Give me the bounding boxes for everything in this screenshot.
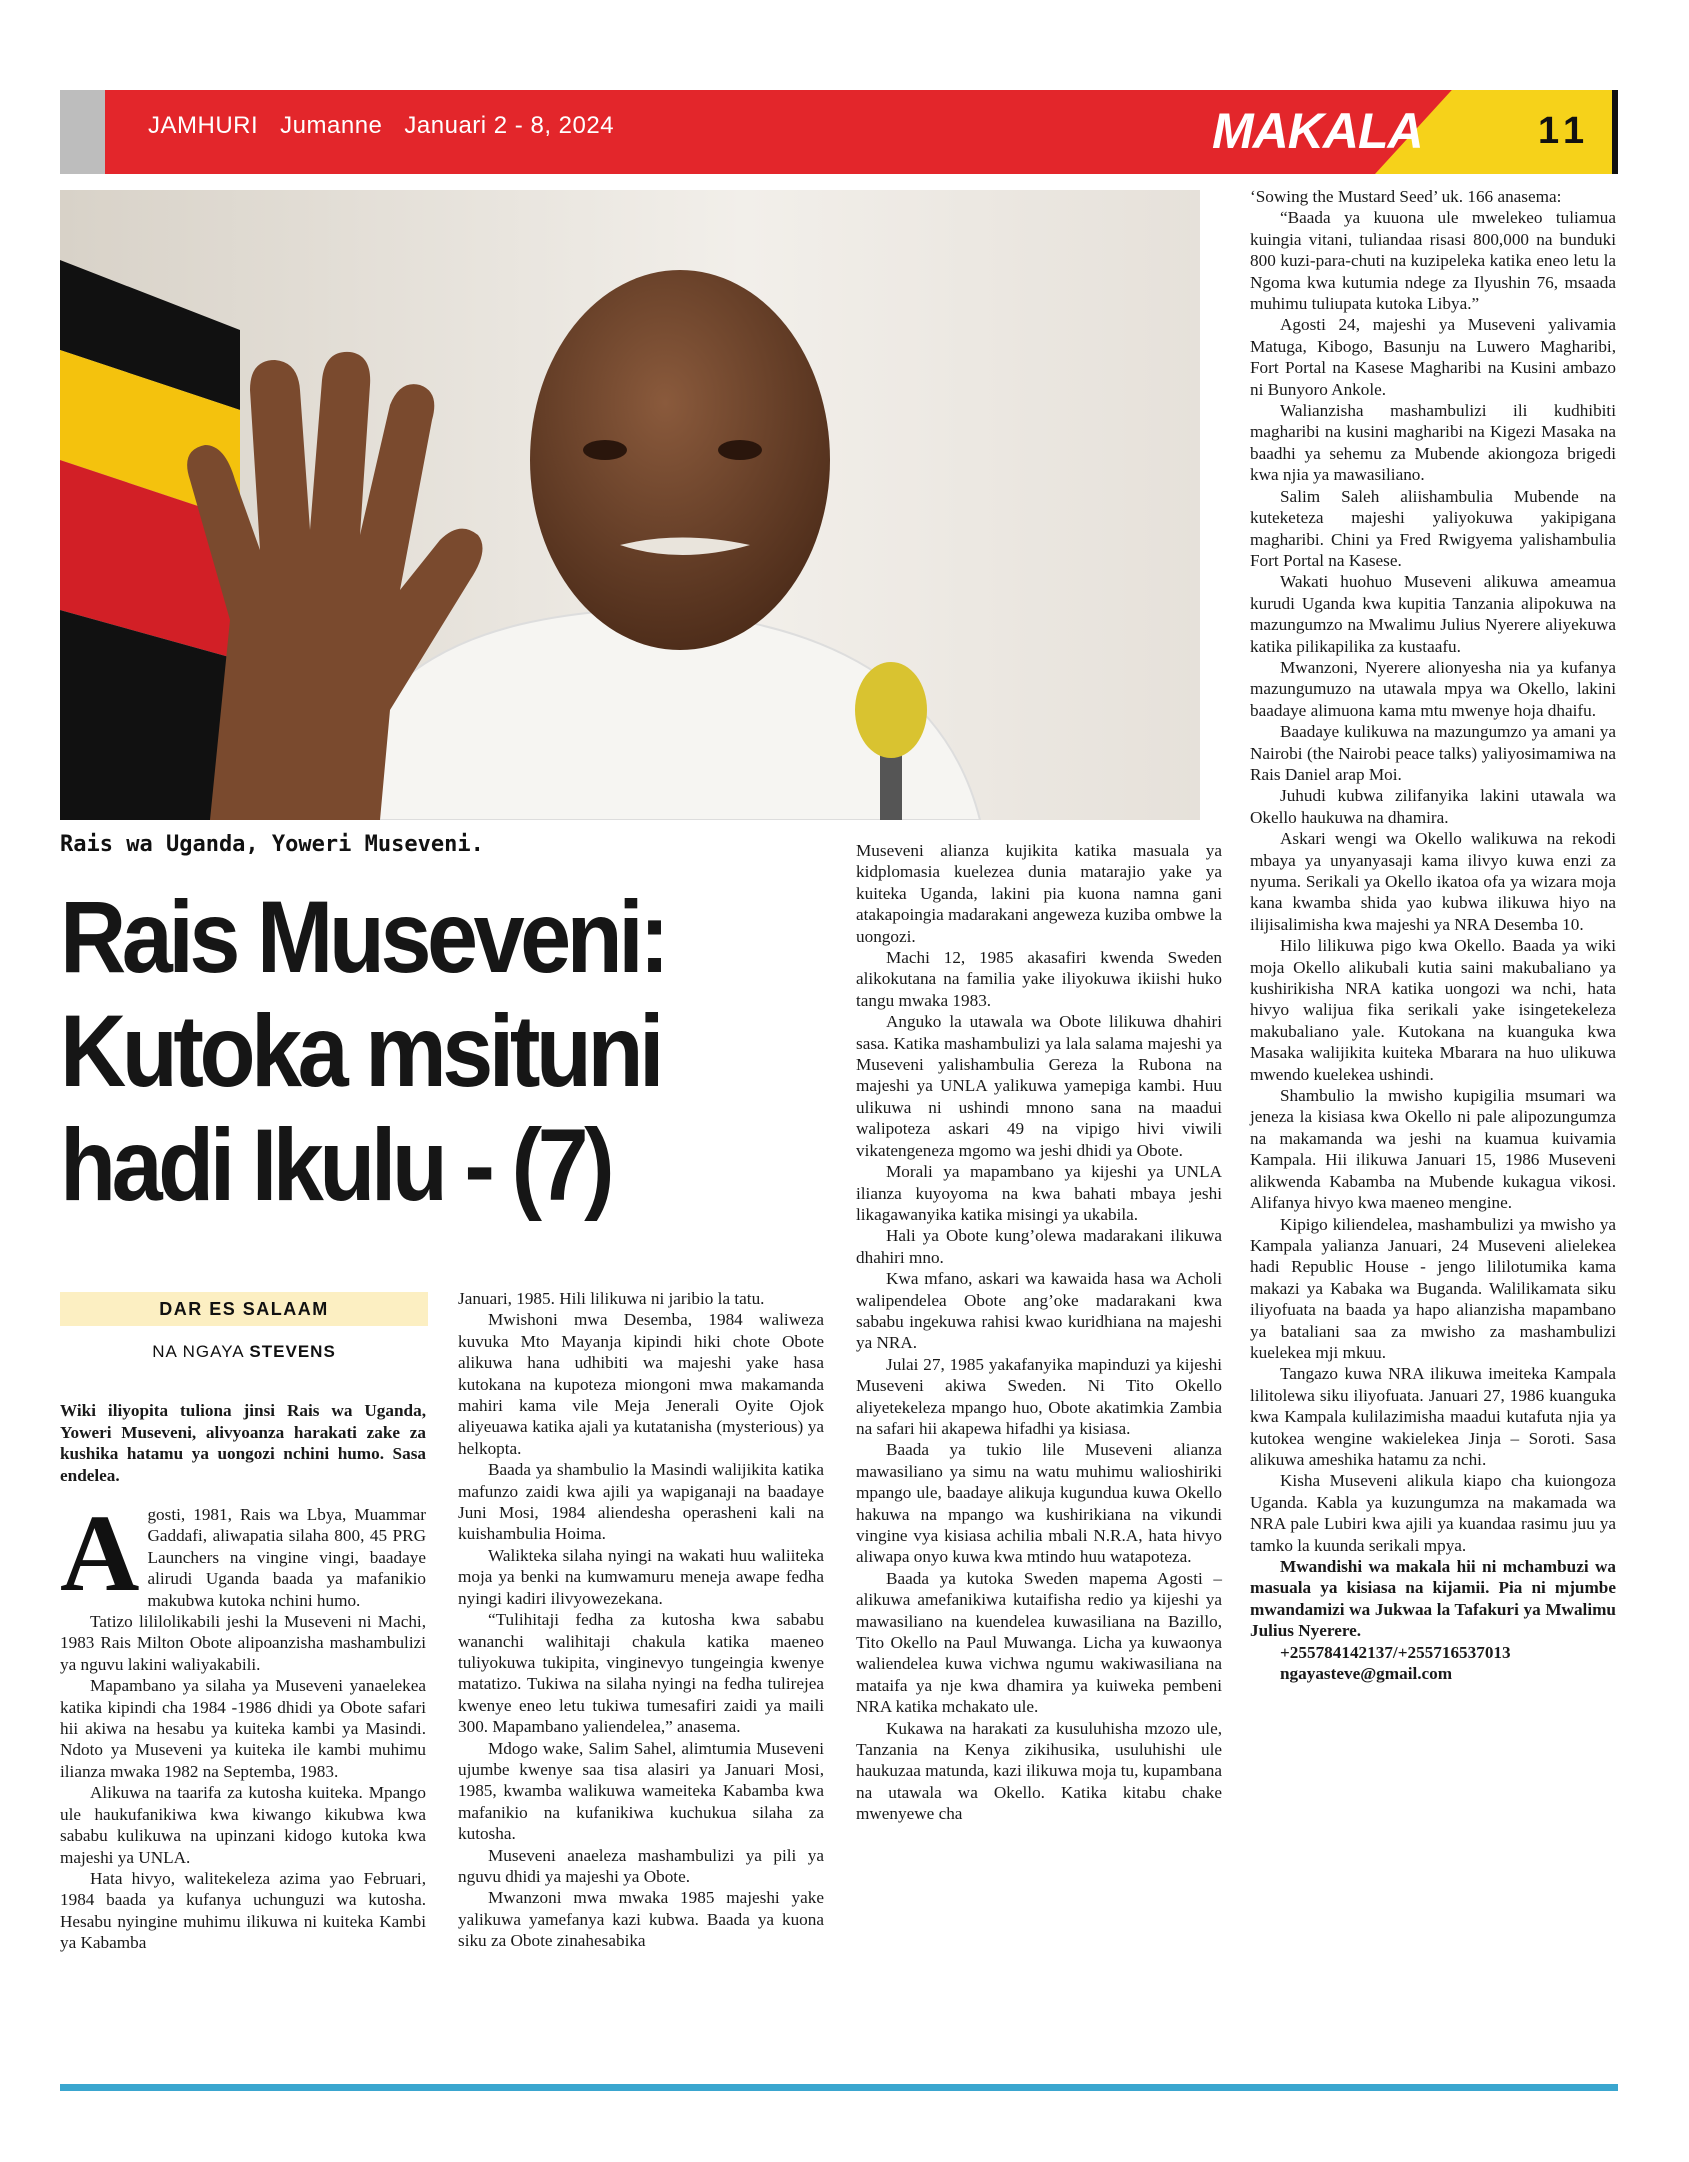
headline-line-1: Rais Museveni: <box>60 880 666 994</box>
footer-rule <box>60 2084 1618 2091</box>
paragraph: Baada ya shambulio la Masindi walijikita katika mafunzo zaidi kwa ajili ya wapiganaji na baadaye Juni Mosi, 1984 aliendesha operasheni kali na kuishambulia Hoima. <box>458 1460 824 1544</box>
paragraph: Wakati huohuo Museveni alikuwa ameamua kurudi Uganda kwa kupitia Tanzania alipokuwa na mazungumzo na Mwalimu Julius Nyerere aliyekuwa katika pilikapilika za kustaafu. <box>1250 572 1616 656</box>
paragraph: Tangazo kuwa NRA ilikuwa imeiteka Kampala lilitolewa siku iliyofuata. Januari 27, 1986 kuanguka kwa Kampala kulilazimisha maadui kutafuta njia ya kutokea wengine wakielekea Jinja – Soroti. Sasa alikuwa ameshika hatamu za nchi. <box>1250 1364 1616 1469</box>
paragraph: Askari wengi wa Okello walikuwa na rekodi mbaya ya unyanyasaji kama ilivyo kuwa enzi za nyuma. Serikali ya Okello ikatoa ofa ya wizara moja kana kwamba shida yao kubwa ilikuwa hiyo na ilijisalimisha kwa majeshi ya NRA Desemba 10. <box>1250 829 1616 934</box>
paragraph: Mdogo wake, Salim Sahel, alimtumia Museveni ujumbe kwenye saa tisa alasiri ya Januari Mosi, 1985, kwamba walikuwa wameiteka Kabamba kwa mafanikio na kufanikiwa kuchukua silaha za kutosha. <box>458 1738 824 1844</box>
paragraph: Kwa mfano, askari wa kawaida hasa wa Acholi walipendelea Obote ang’oke madarakani kwa sababu ingekuwa rahisi kwao kuridhiana na majeshi ya NRA. <box>856 1269 1222 1353</box>
museveni-photo <box>60 190 1200 820</box>
section-label: MAKALA <box>1212 103 1423 159</box>
paragraph: Kipigo kiliendelea, mashambulizi ya mwisho ya Kampala yalianza Januari, 24 Museveni alielekea hadi Republic House - jengo lililotumika kama makazi ya Kabaka wa Buganda. Walilikamata siku iliyofuata na baada ya hapo alianzisha mapambano ya bataliani saa za mwisho za mashambulizi kuelekea mji mkuu. <box>1250 1214 1616 1362</box>
paragraph: Shambulio la mwisho kupigilia msumari wa jeneza la kisiasa kwa Okello ni pale alipozungumza na makamanda wa jeshi na kuamua kuivamia Kampala. Hii ilikuwa Januari 15, 1986 Museveni alikwenda Kabamba na Mubende kukagua vikosi. Alifanya hivyo kwa maeneo mengine. <box>1250 1086 1616 1213</box>
paragraph: Hata hivyo, walitekeleza azima yao Februari, 1984 baada ya kufanya uchunguzi wa kutosha. Hesabu nyingine muhimu ilikuwa ni kuiteka Kambi ya Kabamba <box>60 1868 426 1953</box>
author-note: Mwandishi wa makala hii ni mchambuzi wa masuala ya kisiasa na kijamii. Pia ni mjumbe mwandamizi wa Jukwaa la Tafakuri ya Mwalimu Julius Nyerere. <box>1250 1557 1616 1641</box>
paragraph: Juhudi kubwa zilifanyika lakini utawala wa Okello haukuwa na dhamira. <box>1250 786 1616 827</box>
column-2 <box>458 1288 824 1952</box>
paragraph: Machi 12, 1985 akasafiri kwenda Sweden alikokutana na familia yake iliyokuwa ikiishi huko tangu mwaka 1983. <box>856 948 1222 1010</box>
author-email: ngayasteve@gmail.com <box>1280 1664 1453 1684</box>
paragraph: Morali ya mapambano ya kijeshi ya UNLA ilianza kuyoyoma na kwa bahati mbaya jeshi likagawanyika katika misingi ya ukabila. <box>856 1162 1222 1224</box>
drop-cap: A <box>60 1492 140 1614</box>
issue-date: Januari 2 - 8, 2024 <box>404 112 615 139</box>
headline-line-3: hadi Ikulu - (7) <box>60 1108 611 1222</box>
paragraph: “Baada ya kuuona ule mwelekeo tuliamua kuingia vitani, tuliandaa risasi 800,000 na bunduki 800 kuzi-para-chuti na kuzipeleka katika eneo letu la Ngoma kwa kutumia ndege za Ilyushin 76, msaada muhimu tuliupata kutoka Libya.” <box>1250 208 1616 314</box>
paragraph: Tatizo lililolikabili jeshi la Museveni ni Machi, 1983 Rais Milton Obote alipoanzisha mashambulizi ya nguvu lakini waliyakabili. <box>60 1612 426 1674</box>
byline-name: STEVENS <box>249 1342 336 1361</box>
paragraph: Hali ya Obote kung’olewa madarakani ilikuwa dhahiri mno. <box>856 1226 1222 1267</box>
paragraph: Januari, 1985. Hili lilikuwa ni jaribio la tatu. <box>458 1289 765 1308</box>
author-phone: +255784142137/+255716537013 <box>1280 1642 1511 1662</box>
paragraph: Museveni alianza kujikita katika masuala ya kidplomasia kuelezea dunia matarajio yake ya kuiteka Uganda, lakini pia kuona namna gani atakapoingia madarakani angeweza kuziba ombwe la uongozi. <box>856 841 1223 946</box>
paragraph: Museveni anaeleza mashambulizi ya pili ya nguvu dhidi ya majeshi ya Obote. <box>458 1845 824 1886</box>
page-number: 11 <box>1538 110 1591 152</box>
paragraph: Mwishoni mwa Desemba, 1984 waliweza kuvuka Mto Mayanja kipindi hiki chote Obote alikuwa hana udhibiti wa majeshi yake hasa kutokana na kupoteza miongoni mwa makamanda mahiri kama vile Meja Jenerali Oyite Ojok aliyeuawa katika ajali ya kutatanisha (mysterious) ya helkopta. <box>458 1310 824 1458</box>
paragraph: Mwanzoni, Nyerere alionyesha nia ya kufanya mazungumuzo na utawala mpya wa Okello, lakini baadaye alimuona kama mtu mwenye hoja dhaifu. <box>1250 657 1616 720</box>
paragraph: Baada ya tukio lile Museveni alianza mawasiliano ya simu na watu muhimu walioshiriki mpango ule, baadaye alikuja kugundua kuwa Okello hakuwa na mpango wa kushirikiana na vikundi vingine vya kisiasa achilia mbali N.R.A, hata hivyo aliwapa onyo kuwa kwa mtindo huu watapoteza. <box>856 1440 1222 1567</box>
paragraph: Julai 27, 1985 yakafanyika mapinduzi ya kijeshi Museveni akiwa Sweden. Ni Tito Okello aliyetekeleza mpango huo, Obote akatimkia Zambia na safari hii akapewa hifadhi ya kisiasa. <box>856 1354 1222 1438</box>
issue-day: Jumanne <box>280 112 383 139</box>
paragraph: “Tulihitaji fedha za kutosha kwa sababu wananchi walihitaji chakula katika maeneo tuliyokuwa tukipita, vinginevyo tungeingia kwenye matatizo. Tukiwa na silaha nyingi na fedha tulirejea kwenye eneo letu tukiwa tumesafiri zaidi ya maili 300. Mapambano yaliendelea,” anasema. <box>458 1610 824 1737</box>
paragraph: Baada ya kutoka Sweden mapema Agosti – alikuwa amefanikiwa kutaifisha redio ya kijeshi ya mawasiliano na kuendelea kuwasiliana na Bazillo, Tito Okello na Paul Muwanga. Licha ya kuwaonya waliendelea kuwa vichwa ngumu wakiwasiliana na mataifa ya nje kwa dhamira ya kuiweka pembeni NRA katika mchakato ule. <box>856 1568 1222 1717</box>
paragraph: Walikteka silaha nyingi na wakati huu waliiteka moja ya benki na kumwamuru meneja awape fedha nyingi kadiri ilivyowezekana. <box>458 1545 824 1608</box>
paragraph: Kisha Museveni alikula kiapo cha kuiongoza Uganda. Kabla ya kuzungumza na makamada wa NRA pale Lubiri kwa ajili ya kuandaa rasimu juu ya tamko la kuunda serikali mpya. <box>1250 1471 1616 1555</box>
paragraph: Anguko la utawala wa Obote lilikuwa dhahiri sasa. Katika mashambulizi ya lala salama majeshi ya Museveni yalishambulia Gereza la Rubona na majeshi ya UNLA yalikuwa yamepiga kambi. Huu ulikuwa ni ushindi mnono sana na maadui walipoteza askari 49 na vipigo hivi viwili vikatengeneza mgomo wa jeshi dhidi ya Obote. <box>856 1012 1222 1160</box>
paragraph: Baadaye kulikuwa na mazungumzo ya amani ya Nairobi (the Nairobi peace talks) yaliyosimamiwa na Rais Daniel arap Moi. <box>1250 722 1616 784</box>
paragraph: Hilo lilikuwa pigo kwa Okello. Baada ya wiki moja Okello alikubali kutia saini makubaliano ya kushirikisha NRA katika uongozi wa nchi, hata hivyo walijua fika serikali yake isingetekeleza makubaliano yale. Kutokana na kuanguka kwa Masaka walijikita kuiteka Mbarara na huo ulikuwa mwendo kuelekea ushindi. <box>1250 936 1616 1084</box>
publication-name: JAMHURI <box>148 112 259 139</box>
paragraph: Walianzisha mashambulizi ili kudhibiti magharibi na kusini magharibi na Kigezi Masaka na baadhi ya sehemu za Mubende akiongoza brigedi kwa njia ya mawasiliano. <box>1250 401 1616 485</box>
byline <box>60 1342 428 1362</box>
column-4 <box>1250 186 1616 1684</box>
header-end-rule <box>1612 90 1618 174</box>
portrait-illustration <box>60 190 1200 820</box>
paragraph: Salim Saleh aliishambulia Mubende na kuteketeza majeshi yaliyokuwa yakipigana magharibi. Chini ya Fred Rwigyema yalishambulia Fort Portal na Kasese. <box>1250 486 1616 570</box>
paragraph: ‘Sowing the Mustard Seed’ uk. 166 anasema: <box>1250 187 1562 206</box>
paragraph: Mapambano ya silaha ya Museveni yanaelekea katika kipindi cha 1984 -1986 dhidi ya Obote safari hii akiwa na hesabu ya kuiteka kambi ya Masindi. Ndoto ya Museveni ya kuiteka ile kambi muhimu ilianza mwaka 1982 na Septemba, 1983. <box>60 1676 426 1781</box>
header-grey-block <box>60 90 105 174</box>
paragraph: Mwanzoni mwa mwaka 1985 majeshi yake yalikuwa yamefanya kazi kubwa. Baada ya kuona siku za Obote zinahesabika <box>458 1888 824 1951</box>
paragraph: Agosti 24, majeshi ya Museveni yalivamia Matuga, Kibogo, Basunju na Luwero Magharibi, Fort Portal na Kasese Magharibi na Kusini ambazo ni Bunyoro Ankole. <box>1250 315 1616 399</box>
article-headline <box>60 880 762 1222</box>
photo-caption: Rais wa Uganda, Yoweri Museveni. <box>60 832 484 857</box>
byline-prefix: NA NGAYA <box>152 1342 244 1361</box>
publication-line <box>148 112 614 140</box>
paragraph: Alikuwa na taarifa za kutosha kuiteka. Mpango ule haukufanikiwa kwa kiwango kikubwa kwa sababu kulikuwa na upinzani kidogo kutoka kwa majeshi ya UNLA. <box>60 1783 426 1867</box>
paragraph: Agosti, 1981, Rais wa Lbya, Muammar Gaddafi, aliwapatia silaha 800, 45 PRG Launchers na vingine vingi, baadaye alirudi Uganda baada ya mafanikio makubwa kutoka nchini humo. <box>60 1492 426 1614</box>
column-3 <box>856 840 1222 1825</box>
paragraph: Kukawa na harakati za kusuluhisha mzozo ule, Tanzania na Kenya zikihusika, usuluhishi ule haukuzaa matunda, kazi ilikuwa moja tu, kupambana na utawala wa Okello. Katika kitabu chake mwenyewe cha <box>856 1718 1222 1824</box>
column-1 <box>60 1400 426 1954</box>
dateline: DAR ES SALAAM <box>60 1292 428 1326</box>
headline-line-2: Kutoka msituni <box>60 994 661 1108</box>
article-intro: Wiki iliyopita tuliona jinsi Rais wa Uganda, Yoweri Museveni, alivyoanza harakati zake za kushika hatamu ya uongozi nchini humo. Sasa endelea. <box>60 1401 426 1485</box>
